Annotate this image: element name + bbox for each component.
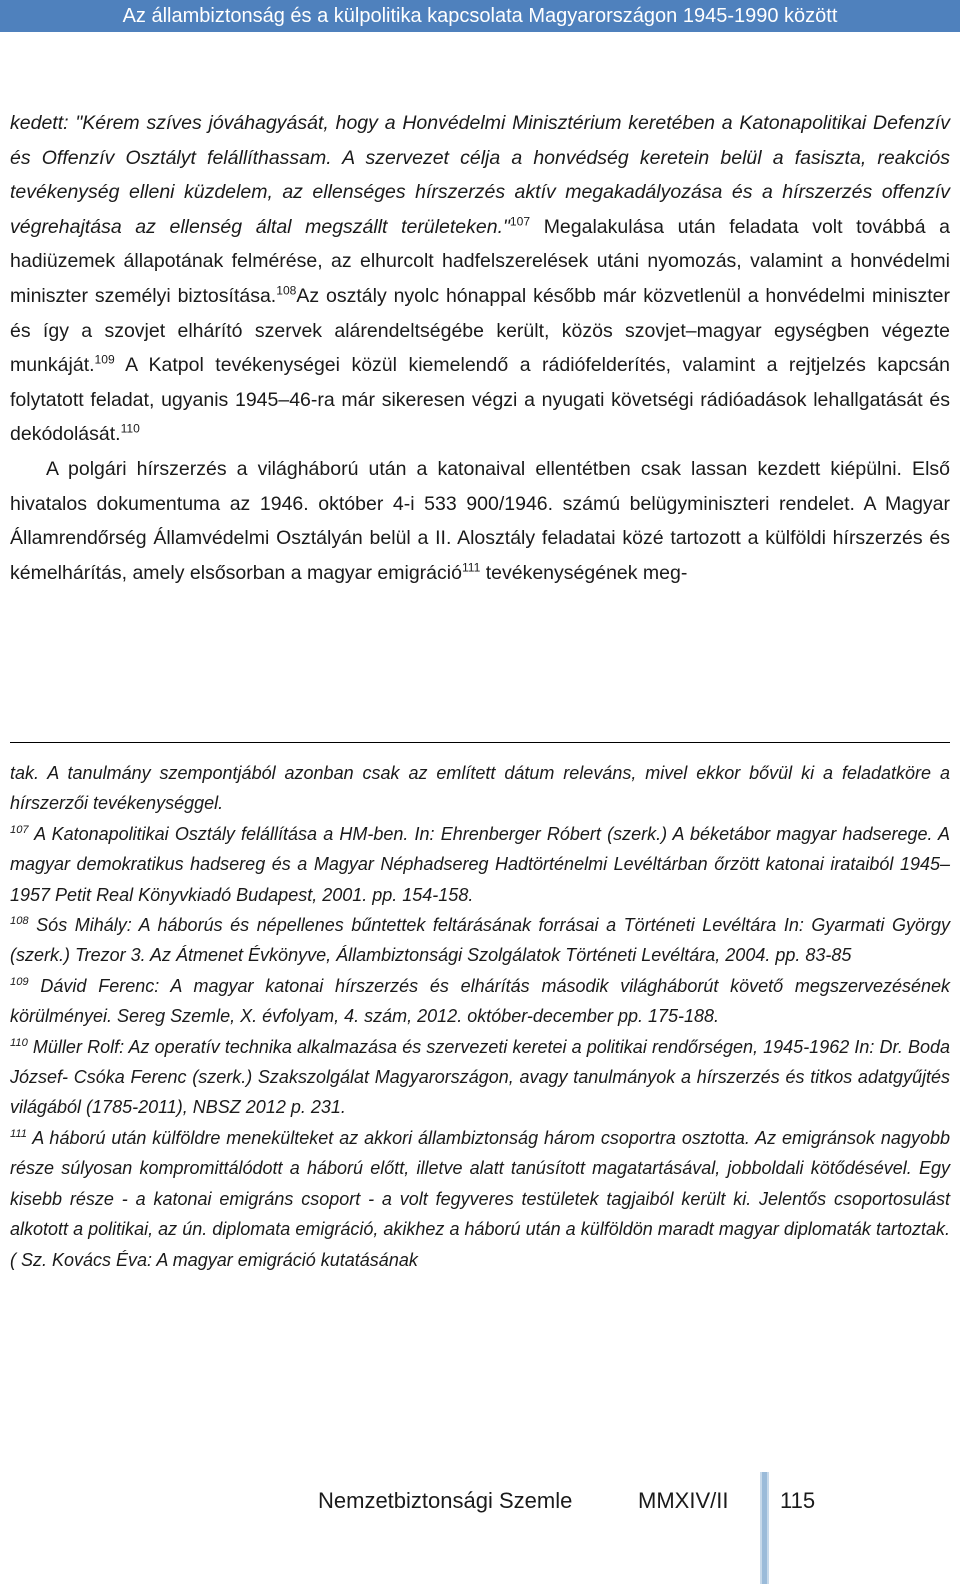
footnote-110 <box>10 1032 950 1123</box>
footnote-number: 107 <box>10 823 29 836</box>
page-number: 115 <box>780 1488 816 1513</box>
footer-divider-bar <box>760 1472 769 1584</box>
footnote-109 <box>10 971 950 1032</box>
footnote-text: A háború után külföldre menekülteket az akkori állambiztonság három csoportra osztotta. Az emigránsok nagyobb része súlyosan kompromittálódott a háború előtt, illetve alatt tanúsított magatartásával, jobboldali kötődésével. Egy kisebb része - a katonai emigráns csoport - a volt fegyveres testületek tagjaiból került ki. Jelentős csoportosulást alkotott a politikai, az ún. diplomata emigráció, akikhez a háború után a külföldön maradt magyar diplomaták tartoztak. ( Sz. Kovács Éva: A magyar emigráció kutatásának <box>10 1127 950 1270</box>
paragraph-text: Az osztály nyolc hónappal később már közvetlenül a honvédelmi miniszter és így a szovjet elhárító szervek alárendeltségébe került, közös szovjet–magyar egységben végezte munkáját. <box>10 284 951 377</box>
footnote-number: 109 <box>10 975 29 988</box>
footnote-separator <box>10 742 950 743</box>
footnote-ref-111[interactable]: 111 <box>461 560 481 575</box>
footnote-ref-110[interactable]: 110 <box>120 421 140 436</box>
main-body-text <box>10 106 950 590</box>
quoted-request: kedett: "Kérem szíves jóváhagyását, hogy a Honvédelmi Minisztérium keretében a Katonapolitikai Defenzív és Offenzív Osztályt felállíthassam. A szervezet célja a honvédség keretein belül a fasiszta, reakciós tevékenység elleni küzdelem, az ellenséges hírszerzés aktív megakadályozása és a hírszerzés offenzív végrehajtása az ellenség által megszállt területeken." <box>10 112 950 238</box>
footnote-text: Dávid Ferenc: A magyar katonai hírszerzés és elhárítás második világháborút követő megszervezésének körülményei. Sereg Szemle, X. évfolyam, 4. szám, 2012. október-december pp. 175-188. <box>10 975 950 1027</box>
paragraph-text: tevékenységének meg- <box>480 561 688 584</box>
footnote-number: 111 <box>10 1127 27 1140</box>
paragraph-text: A polgári hírszerzés a világháború után a katonaival ellentétben csak lassan kezdett kiépülni. Első hivatalos dokumentuma az 1946. október 4-i 533 900/1946. számú belügyminiszteri rendelet. A Magyar Államrendőrség Államvédelmi Osztályán belül a II. Alosztály feladatai közé tartozott a külföldi hírszerzés és kémelhárítás, amely elsősorban a magyar emigráció <box>10 457 950 584</box>
footnote-number: 110 <box>10 1036 28 1049</box>
footnote-ref-108[interactable]: 108 <box>276 283 297 298</box>
paragraph-civil-intelligence <box>10 452 950 590</box>
footnote-ref-107[interactable]: 107 <box>509 214 531 229</box>
footnote-number: 108 <box>10 915 29 928</box>
running-header <box>0 0 960 32</box>
footnote-text: Müller Rolf: Az operatív technika alkalmazása és szervezeti keretei a politikai rendőrségen, 1945-1962 In: Dr. Boda József- Csóka Ferenc (szerk.) Szakszolgálat Magyarországon, avagy tanulmányok a hírszerzés és titkos adatgyűjtés világából (1785-2011), NBSZ 2012 p. 231. <box>10 1036 950 1118</box>
footnote-continuation: tak. A tanulmány szempontjából azonban csak az említett dátum releváns, mivel ekkor bővül ki a feladatköre a hírszerzői tevékenységgel. <box>10 763 950 814</box>
paragraph-katpol <box>10 106 950 452</box>
footnote-111 <box>10 1123 950 1275</box>
footnote-text: Sós Mihály: A háborús és népellenes bűntettek feltárásának forrásai a Történeti Levéltára In: Gyarmati György (szerk.) Trezor 3. Az Átmenet Évkönyve, Állambiztonsági Szolgálatok Történeti Levéltára, 2004. pp. 83-85 <box>10 915 950 966</box>
footnote-ref-109[interactable]: 109 <box>94 352 115 367</box>
footer-journal-name: Nemzetbiztonsági Szemle <box>318 1488 573 1513</box>
footnote-108 <box>10 910 950 971</box>
paragraph-text: Megalakulása után feladata volt továbbá a hadiüzemek állapotának felmérése, az elhurcolt hadfelszerelések utáni nyomozás, valamint a honvédelmi miniszter személyi biztosítása. <box>10 215 951 307</box>
footnote-text: A Katonapolitikai Osztály felállítása a HM-ben. In: Ehrenberger Róbert (szerk.) A béketábor magyar hadserege. A magyar demokratikus hadsereg és a Magyar Néphadsereg Hadtörténelmi Levéltárban őrzött katonai irataiból 1945–1957 Petit Real Könyvkiadó Budapest, 2001. pp. 154-158. <box>10 823 950 905</box>
running-header-title: Az állambiztonság és a külpolitika kapcsolata Magyarországon 1945-1990 között <box>122 5 838 27</box>
footnote-107 <box>10 819 950 910</box>
paragraph-text: A Katpol tevékenységei közül kiemelendő a rádiófelderítés, valamint a rejtjelzés kapcsán folytatott feladat, ugyanis 1945–46-ra már sikeresen végzi a nyugati követségi rádióadások lehallgatását és dekódolását. <box>10 354 950 446</box>
footer-issue: MMXIV/II <box>638 1488 729 1513</box>
footnotes <box>10 758 950 1275</box>
